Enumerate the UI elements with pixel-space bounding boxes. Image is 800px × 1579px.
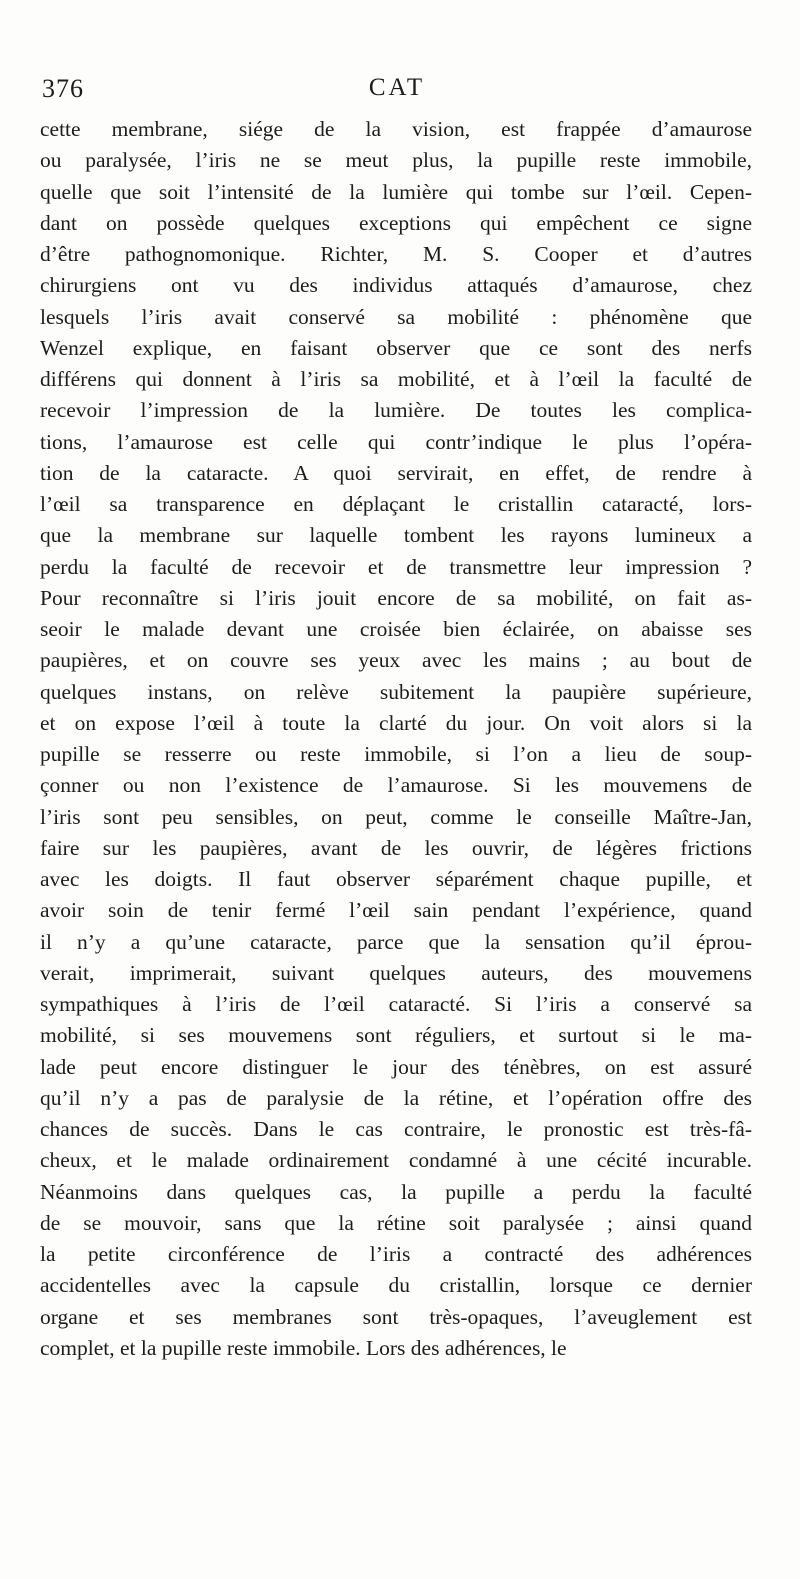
text-line: ou paralysée, l’iris ne se meut plus, la pupille reste immobile, [40, 148, 752, 173]
text-line: lade peut encore distinguer le jour des ténèbres, on est assuré [40, 1054, 752, 1079]
text-line: et on expose l’œil à toute la clarté du jour. On voit alors si la [40, 710, 752, 735]
text-line: perdu la faculté de recevoir et de transmettre leur impression ? [40, 554, 752, 579]
text-line: Pour reconnaître si l’iris jouit encore de sa mobilité, on fait as- [40, 585, 752, 610]
text-line: Néanmoins dans quelques cas, la pupille a perdu la faculté [40, 1179, 752, 1204]
text-line: accidentelles avec la capsule du cristallin, lorsque ce dernier [40, 1273, 752, 1298]
text-line: quelques instans, on relève subitement la paupière supérieure, [40, 679, 752, 704]
page-number: 376 [42, 74, 84, 103]
text-line: cette membrane, siége de la vision, est frappée d’amaurose [40, 117, 752, 141]
text-line: verait, imprimerait, suivant quelques auteurs, des mouvemens [40, 960, 752, 985]
text-line: de se mouvoir, sans que la rétine soit paralysée ; ainsi quand [40, 1210, 752, 1235]
text-line: que la membrane sur laquelle tombent les rayons lumineux a [40, 523, 752, 548]
text-line: lesquels l’iris avait conservé sa mobilité : phénomène que [40, 304, 752, 329]
text-line: faire sur les paupières, avant de les ouvrir, de légères frictions [40, 835, 752, 860]
text-line: recevoir l’impression de la lumière. De toutes les complica- [40, 398, 752, 423]
text-line: l’iris sont peu sensibles, on peut, comme le conseille Maître-Jan, [40, 804, 752, 829]
text-line: il n’y a qu’une cataracte, parce que la sensation qu’il éprou- [40, 929, 752, 954]
text-line: tion de la cataracte. A quoi servirait, en effet, de rendre à [40, 460, 752, 485]
text-line: complet, et la pupille reste immobile. Lors des adhérences, le [40, 1335, 567, 1360]
text-line: avec les doigts. Il faut observer séparément chaque pupille, et [40, 867, 752, 891]
text-line: çonner ou non l’existence de l’amaurose. Si les mouvemens de [40, 773, 752, 798]
text-line: tions, l’amaurose est celle qui contr’indique le plus l’opéra- [40, 429, 752, 454]
text-line: mobilité, si ses mouvemens sont réguliers, et surtout si le ma- [40, 1023, 752, 1048]
text-line: paupières, et on couvre ses yeux avec les mains ; au bout de [40, 648, 752, 673]
text-line: chirurgiens ont vu des individus attaqués d’amaurose, chez [40, 273, 752, 298]
running-head [42, 74, 752, 114]
text-line: sympathiques à l’iris de l’œil cataracté. Si l’iris a conservé sa [40, 992, 752, 1016]
text-line: l’œil sa transparence en déplaçant le cristallin cataracté, lors- [40, 492, 752, 516]
running-head-title: CAT [368, 74, 426, 101]
text-line: dant on possède quelques exceptions qui empêchent ce signe [40, 210, 752, 235]
text-line: la petite circonférence de l’iris a contracté des adhérences [40, 1242, 752, 1266]
text-line: quelle que soit l’intensité de la lumière qui tombe sur l’œil. Cepen- [40, 179, 752, 204]
body-text [40, 114, 752, 1364]
text-line: chances de succès. Dans le cas contraire, le pronostic est très-fâ- [40, 1117, 752, 1141]
text-line: cheux, et le malade ordinairement condamné à une cécité incurable. [40, 1148, 752, 1173]
text-line: différens qui donnent à l’iris sa mobilité, et à l’œil la faculté de [40, 367, 752, 391]
text-line: avoir soin de tenir fermé l’œil sain pendant l’expérience, quand [40, 898, 752, 923]
text-line: qu’il n’y a pas de paralysie de la rétine, et l’opération offre des [40, 1085, 752, 1110]
text-line: Wenzel explique, en faisant observer que ce sont des nerfs [40, 335, 752, 360]
text-line: d’être pathognomonique. Richter, M. S. Cooper et d’autres [40, 242, 752, 266]
text-line: organe et ses membranes sont très-opaques, l’aveuglement est [40, 1304, 752, 1329]
text-line: seoir le malade devant une croisée bien éclairée, on abaisse ses [40, 617, 752, 641]
text-line: pupille se resserre ou reste immobile, si l’on a lieu de soup- [40, 742, 752, 766]
